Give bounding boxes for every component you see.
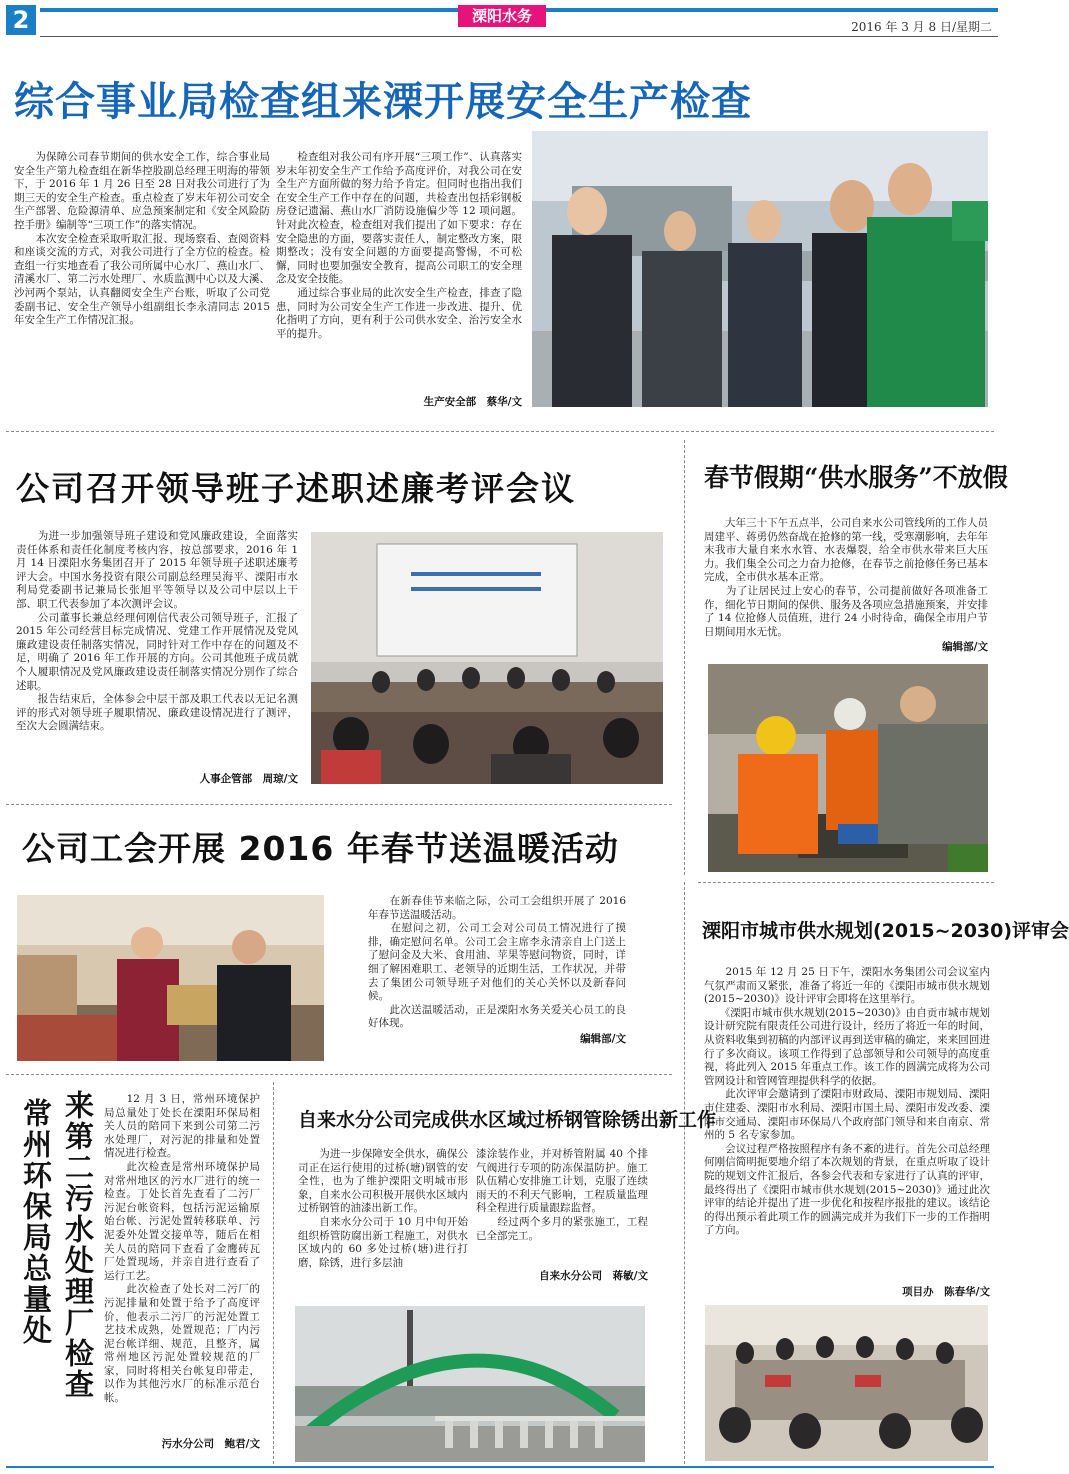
separator-2 <box>6 804 672 805</box>
repair-workers-photo <box>708 664 988 872</box>
review-meeting-photo <box>705 1305 988 1461</box>
article5-title: 溧阳市城市供水规划(2015~2030)评审会 <box>702 920 1069 942</box>
page-number: 2 <box>12 6 30 34</box>
article1-col2: 检查组对我公司有序开展“三项工作”、认真落实岁末年初安全生产工作给予高度评价，对我公司在安全生产方面所做的努力给予肯定。但同时也指出我们在安全生产工作中存在的问题，共检查出包括彩钢板房登记遗漏、燕山水厂消防设施偏少等 12 项问题。针对此次检查，检查组对我们提出了如下要求：存在安全隐患的方面，要落实责任人，制定整改方案，限期整改；没有安全问题的方面要提高警惕，不可松懈，同时也要加强安全教育，提高公司职工的安全理念及安全技能。 通过综合事业局的此次安全生产检查，排查了隐患，同时为公司安全生产工作进一步改进、提升、优化指明了方向，更有利于公司供水安全、治污安全水平的提升。 <box>276 151 522 340</box>
article7-title: 自来水分公司完成供水区域过桥钢管除锈出新工作 <box>298 1109 717 1131</box>
article2-title: 公司召开领导班子述职述廉考评会议 <box>16 469 576 508</box>
article5-byline: 项目办 陈春华/文 <box>902 1286 990 1298</box>
article3-title: 春节假期“供水服务”不放假 <box>704 463 1008 492</box>
article7-col2: 漆涂装作业，并对桥管附属 40 个排气阀进行专项的防冻保温防护。施工队伍精心安排施工计划，克服了连续雨天的不利天气影响，工程质量监理科全程进行质量跟踪监督。 经过两个多月的紧张施工，工程已全部完工。 <box>476 1148 648 1242</box>
article7-col1: 为进一步保障安全供水，确保公司正在运行使用的过桥(塘)钢管的安全性，也为了维护溧阳文明城市形象，自来水公司积极开展供水区域内过桥钢管的油漆出新工作。 自来水分公司于 10 月中旬开始组织桥管防腐出新工程施工，对供水区域内的 60 多处过桥(塘)进行打磨，除锈，进行多层油 <box>298 1148 468 1269</box>
section-tab-label: 溧阳水务 <box>471 7 532 25</box>
header-date: 2016 年 3 月 8 日/星期二 <box>851 20 992 34</box>
article4-body: 在新春佳节来临之际，公司工会组织开展了 2016 年春节送温暖活动。 在慰问之初，公司工会对公司员工情况进行了摸排，确定慰问名单。公司工会主席李永清亲自上门送上了慰问金及大米、食用油、苹果等慰问物资，同时，详细了解困难职工、老领导的近期生活，工作状况，并带去了集团公司领导班子对他们的关心关怀以及新春问候。 此次送温暖活动，正是溧阳水务关爱关心员工的良好体现。 <box>368 895 626 1030</box>
article4-title: 公司工会开展 2016 年春节送温暖活动 <box>22 829 619 868</box>
page-header <box>0 0 1000 42</box>
header-rule-bottom <box>40 36 998 37</box>
separator-vertical <box>684 440 685 875</box>
article6-title-line1: 常州环保局总量处 <box>19 1098 53 1346</box>
separator-vertical-3 <box>684 882 685 1464</box>
footer-rule <box>6 1466 994 1468</box>
article1-col1: 为保障公司春节期间的供水安全工作，综合事业局安全生产第九检查组在新华控股副总经理王明海的带领下，于 2016 年 1 月 26 日至 28 日对我公司进行了为期三天的安全生产检查。重点检查了岁末年初公司安全生产部署、危险源清单、应急预案制定和《安全风险防控手册》编制等“三项工作”的落实情况。 本次安全检查采取听取汇报、现场察看、查阅资料和座谈交流的方式，对我公司进行了全方位的检查。检查组一行实地查看了我公司所属中心水厂、燕山水厂、清溪水厂、第二污水处理厂、水质监测中心以及大溪、沙河两个泵站，认真翻阅安全生产台账，听取了公司党委副书记、安全生产领导小组副组长李永清同志 2015 年安全生产工作情况汇报。 <box>14 151 270 327</box>
separator-4 <box>698 882 994 883</box>
separator-1 <box>6 431 994 432</box>
separator-3 <box>6 1074 672 1075</box>
article2-byline: 人事企管部 周琼/文 <box>199 773 298 785</box>
green-pipe-bridge-photo <box>295 1306 645 1462</box>
article6-title-line2: 来第二污水处理厂检查 <box>61 1090 95 1400</box>
inspection-group-photo <box>532 131 988 407</box>
article6-body: 12 月 3 日，常州环境保护局总量处丁处长在溧阳环保局相关人员的陪同下来到公司第二污水处理厂，对污泥的排量和处置情况进行检查。 此次检查是常州环境保护局对常州地区的污水厂进行的统一检查。丁处长首先查看了二污厂污泥台帐资料，包括污泥运输原始台帐、污泥处置转移联单、污泥委外处置交接单等，随后在相关人员的陪同下查看了金鹰砖瓦厂处置现场，并亲自进行查看了运行工艺。 此次检查了处长对二污厂的污泥排量和处置于给予了高度评价，他表示二污厂的污泥处置工艺技术成熟，处置规范；厂内污泥台帐详细、规范，且整齐，属常州地区污泥处置较规范的厂家，同时将相关台帐复印带走，以作为其他污水厂的标准示范台帐。 <box>104 1093 260 1405</box>
article7-byline: 自来水分公司 蒋敏/文 <box>539 1270 648 1282</box>
separator-vertical-2 <box>273 1082 274 1464</box>
article5-body: 2015 年 12 月 25 日下午，溧阳水务集团公司会议室内气氛严肃而又紧张，准备了将近一年的《溧阳市城市供水规划(2015~2030)》设计评审会即将在这里举行。 《溧阳市城市供水规划(2015~2030)》由自贡市城市规划设计研究院有限责任公司进行设计，经历了将近一年的时间，从资料收集到初稿的内部评议再到送审稿的确定，来来回回进行了多次商议。该项工作得到了总部领导和公司领导的高度重视，将此列入 2015 年重点工作。该工作的圆满完成将为公司管网设计和管网管理提供科学的依据。 此次评审会邀请到了溧阳市财政局、溧阳市规划局、溧阳市住建委、溧阳市水利局、溧阳市国土局、溧阳市发改委、溧阳市交通局、溧阳市环保局八个政府部门领导和来自南京、常州的 5 名专家参加。 会议过程严格按照程序有条不紊的进行。首先公司总经理何刚信简明扼要地介绍了本次规划的背景，在重点听取了设计院的规划文件汇报后，各参会代表和专家进行了认真的评审，最终得出了《溧阳市城市供水规划(2015~2030)》通过此次评审的结论并提出了进一步优化和按程序报批的建议。该结论的得出预示着此项工作的圆满完成并为我们下一步的工作指明了方向。 <box>704 966 990 1237</box>
article1-byline: 生产安全部 蔡华/文 <box>423 396 522 408</box>
meeting-photo <box>311 532 663 784</box>
gift-handover-photo <box>17 895 324 1061</box>
article6-byline: 污水分公司 鲍君/文 <box>161 1438 260 1450</box>
article3-body: 大年三十下午五点半，公司自来水公司管线所的工作人员周建平、蒋勇仍然奋战在抢修的第一线，受寒潮影响，去年年末我市大量自来水水管、水表爆裂，给全市供水带来巨大压力。我们集全公司之力奋力抢修，在春节之前抢修任务已基本完成，全市供水基本正常。 为了让居民过上安心的春节，公司提前做好各项准备工作，细化节日期间的保供、服务及各项应急措施预案，并安排了 14 位抢修人员值班，进行 24 小时待命，确保全市用户节日期间用水无忧。 <box>704 517 988 638</box>
article1-title: 综合事业局检查组来溧开展安全生产检查 <box>14 79 752 125</box>
article4-byline: 编辑部/文 <box>580 1033 626 1045</box>
article2-body: 为进一步加强领导班子建设和党风廉政建设，全面落实责任体系和责任化制度考核内容，按总部要求，2016 年 1 月 14 日溧阳水务集团召开了 2015 年领导班子述职述廉考评大会。中国水务投资有限公司副总经理吴海平、溧阳市水利局党委副书记兼局长张旭平等领导以及公司中层以上干部、职工代表参加了本次测评会议。 公司董事长兼总经理何刚信代表公司领导班子，汇报了 2015 年公司经营目标完成情况、党建工作开展情况及党风廉政建设责任制落实情况，同时针对工作中存在的问题及不足，明确了 2016 年工作开展的方向。公司其他班子成员就个人履职情况及党风廉政建设责任制落实情况分别作了综合述职。 报告结束后，全体参会中层干部及职工代表以无记名测评的形式对领导班子履职情况、廉政建设情况进行了测评，至次大会圆满结束。 <box>16 530 298 733</box>
article3-byline: 编辑部/文 <box>942 641 988 653</box>
